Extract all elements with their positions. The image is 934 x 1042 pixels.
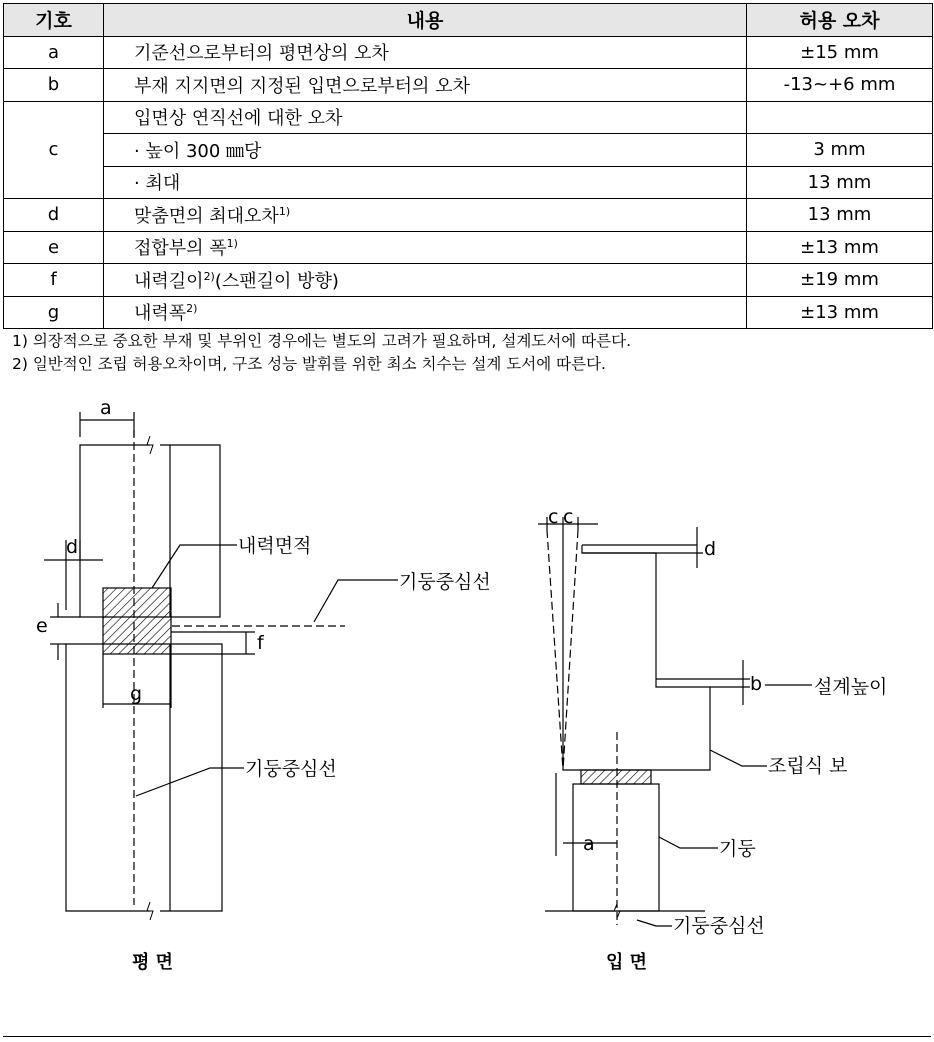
footnote-ref: 2) — [203, 269, 215, 283]
table-row — [4, 231, 933, 264]
header-tolerance: 허용 오차 — [747, 4, 933, 37]
table-row — [4, 101, 933, 134]
row-tolerance: ±19 mm — [747, 264, 933, 297]
row-tolerance: 13 mm — [747, 199, 933, 232]
row-content: · 최대 — [104, 166, 747, 199]
row-tolerance: ±15 mm — [747, 36, 933, 69]
elevation-center-line-label: 기둥중심선 — [673, 915, 765, 937]
plan-label-f: f — [257, 632, 264, 654]
footnote-2: 2) 일반적인 조립 허용오차이며, 구조 성능 발휘를 위한 최소 치수는 설계 도서에 따른다. — [12, 355, 606, 373]
row-symbol: c — [4, 101, 104, 199]
content-text: 내력폭 — [134, 303, 187, 325]
plan-label-g: g — [130, 683, 143, 705]
elevation-labels — [548, 506, 887, 973]
row-content: 입면상 연직선에 대한 오차 — [104, 101, 747, 134]
row-content: 기준선으로부터의 평면상의 오차 — [104, 36, 747, 69]
content-text: 내력길이 — [134, 270, 204, 292]
table-row — [4, 264, 933, 297]
row-symbol: b — [4, 69, 104, 102]
row-tolerance: 3 mm — [747, 134, 933, 167]
row-content — [104, 264, 747, 297]
bottom-rule — [3, 1036, 931, 1037]
row-symbol: g — [4, 296, 104, 329]
elevation-label-d: d — [704, 538, 717, 560]
table-row — [4, 166, 933, 199]
plan-center-line-label-top: 기둥중심선 — [399, 571, 491, 593]
elevation-bearing-pad — [581, 770, 651, 784]
content-text-after: (스팬길이 방향) — [214, 270, 339, 292]
row-content — [104, 199, 747, 232]
plan-label-a: a — [100, 397, 112, 419]
row-content: 부재 지지면의 지정된 입면으로부터의 오차 — [104, 69, 747, 102]
content-text: 맞춤면의 최대오차 — [134, 205, 279, 227]
plan-bearing-area — [103, 588, 171, 654]
table-row — [4, 296, 933, 329]
elevation-beam-label: 조립식 보 — [768, 755, 848, 777]
table-row — [4, 199, 933, 232]
plan-view — [44, 412, 398, 920]
footnote-ref: 1) — [226, 237, 238, 251]
elevation-design-height-label: 설계높이 — [814, 676, 888, 698]
elevation-label-c1: c — [548, 506, 559, 528]
elevation-caption: 입 면 — [606, 952, 648, 973]
plan-bearing-area-label: 내력면적 — [238, 535, 312, 557]
row-tolerance: ±13 mm — [747, 231, 933, 264]
footnote-1: 1) 의장적으로 중요한 부재 및 부위인 경우에는 별도의 고려가 필요하며, 설계도서에 따른다. — [12, 332, 631, 350]
footnotes — [12, 330, 631, 376]
elevation-view — [538, 517, 812, 926]
plan-label-e: e — [36, 615, 48, 637]
plan-label-d: d — [66, 536, 79, 558]
table-row — [4, 134, 933, 167]
elevation-label-c2: c — [563, 506, 574, 528]
row-content — [104, 296, 747, 329]
elevation-column-label: 기둥 — [719, 838, 756, 860]
row-symbol: d — [4, 199, 104, 232]
tolerance-diagram — [0, 380, 934, 1000]
elevation-beam — [563, 545, 710, 770]
table-row — [4, 69, 933, 102]
header-content: 내용 — [104, 4, 747, 37]
row-symbol: a — [4, 36, 104, 69]
tolerance-table — [3, 3, 933, 329]
plan-labels — [36, 397, 491, 973]
row-symbol: f — [4, 264, 104, 297]
row-content: · 높이 300 ㎜당 — [104, 134, 747, 167]
content-text: 접합부의 폭 — [134, 238, 227, 260]
table-row — [4, 36, 933, 69]
plan-lower-member — [66, 644, 222, 920]
elevation-label-a: a — [583, 833, 595, 855]
row-tolerance: ±13 mm — [747, 296, 933, 329]
row-tolerance: -13~+6 mm — [747, 69, 933, 102]
footnote-ref: 1) — [278, 204, 291, 218]
row-symbol: e — [4, 231, 104, 264]
header-symbol: 기호 — [4, 4, 104, 37]
plan-caption: 평 면 — [132, 952, 174, 973]
row-tolerance — [747, 101, 933, 134]
table-header-row — [4, 4, 933, 37]
plan-center-line-label-bottom: 기둥중심선 — [245, 758, 337, 780]
footnote-ref: 2) — [186, 302, 198, 316]
row-tolerance: 13 mm — [747, 166, 933, 199]
elevation-label-b: b — [750, 673, 763, 695]
row-content — [104, 231, 747, 264]
